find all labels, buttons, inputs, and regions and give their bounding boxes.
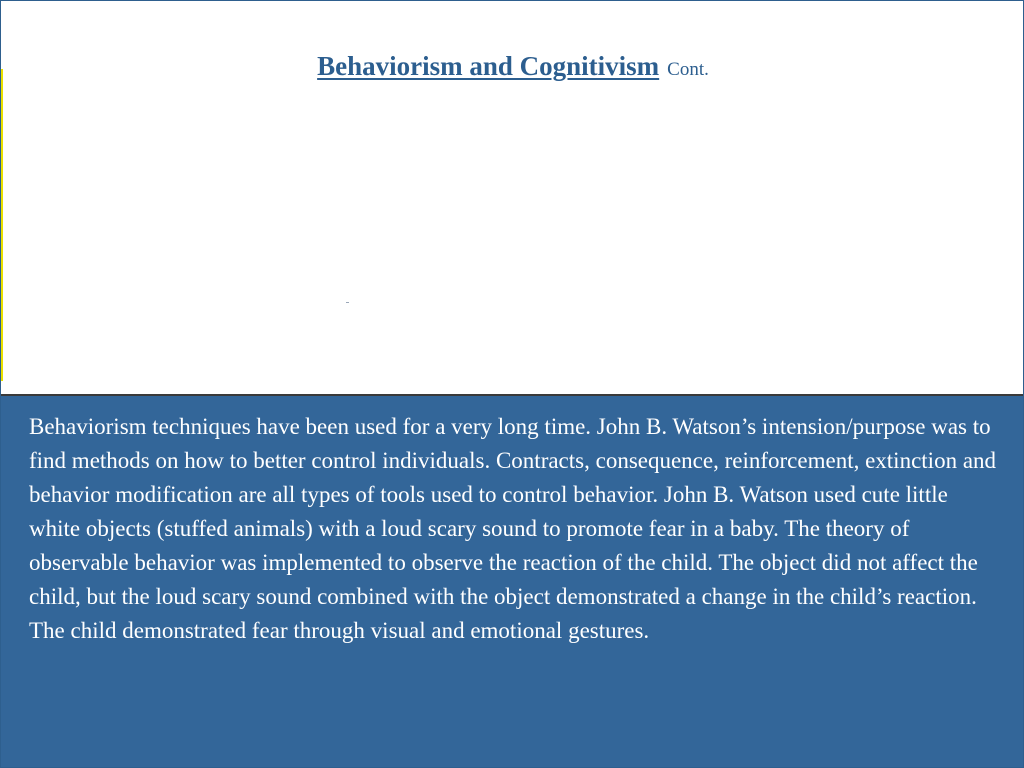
slide-title-suffix: Cont.	[667, 59, 709, 80]
body-paragraph: Behaviorism techniques have been used for a very long time. John B. Watson’s intension/purpose was to find methods on how to better control individuals. Contracts, consequence, reinforcement, extinction and behavior modification are all types of tools used to control behavior. John B. Watson used cute little white objects (stuffed animals) with a loud scary sound to promote fear in a baby. The theory of observable behavior was implemented to observe the reaction of the child. The object did not affect the child, but the loud scary sound combined with the object demonstrated a change in the child’s reaction. The child demonstrated fear through visual and emotional gestures.	[29, 414, 997, 643]
body-text-panel	[1, 394, 1024, 768]
left-accent-bar	[1, 69, 3, 381]
stray-mark	[346, 302, 349, 303]
slide-title-main: Behaviorism and Cognitivism	[317, 51, 660, 81]
slide-title	[1, 51, 1024, 82]
